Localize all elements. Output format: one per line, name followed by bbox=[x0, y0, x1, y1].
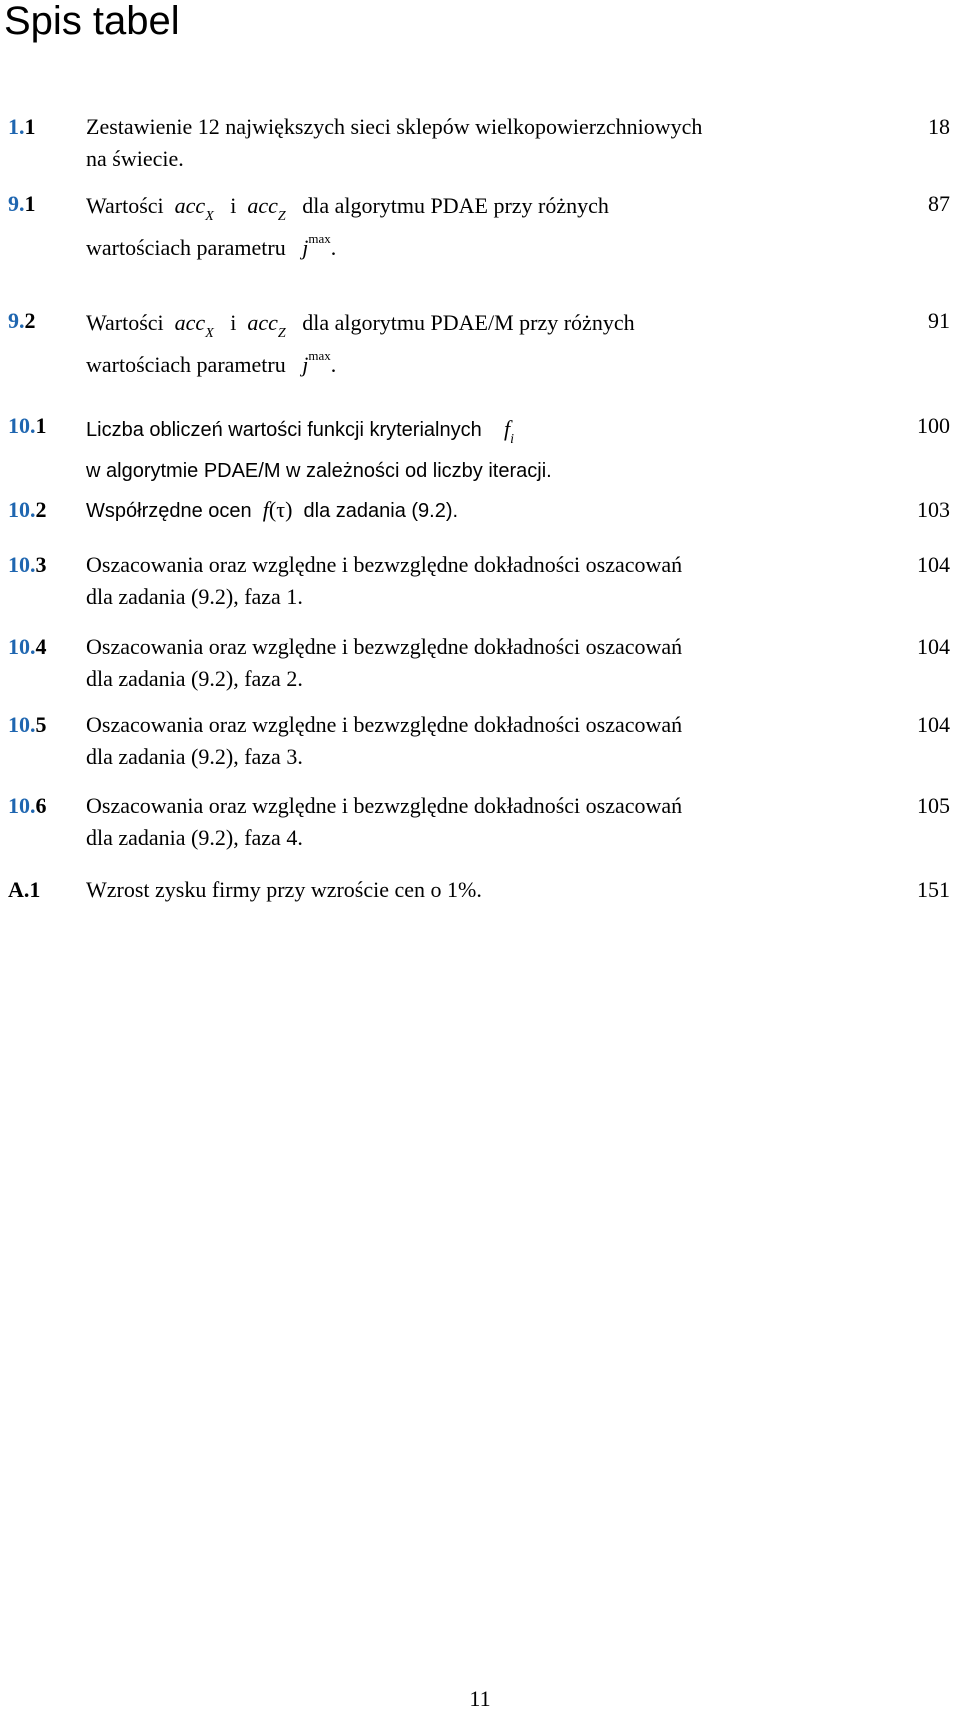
entry-caption: Oszacowania oraz względne i bezwzględne dokładności oszacowań dla zadania (9.2), faza 2. bbox=[86, 634, 683, 691]
entry-caption: Oszacowania oraz względne i bezwzględne dokładności oszacowań dla zadania (9.2), faza 1. bbox=[86, 552, 683, 609]
entry-page-number[interactable]: 104 bbox=[917, 634, 950, 659]
entry-number[interactable]: 10.5 bbox=[8, 712, 47, 737]
math-variable: j bbox=[302, 235, 309, 260]
entry-caption: Oszacowania oraz względne i bezwzględne dokładności oszacowań dla zadania (9.2), faza 3. bbox=[86, 712, 683, 769]
entry-caption: Współrzędne ocen f(τ) dla zadania (9.2). bbox=[86, 497, 459, 522]
entry-number[interactable]: A.1 bbox=[8, 877, 41, 902]
entry-page-number[interactable]: 91 bbox=[928, 308, 950, 333]
entry-page-number[interactable]: 105 bbox=[917, 793, 950, 818]
entry-page-number[interactable]: 104 bbox=[917, 552, 950, 577]
entry-page-number[interactable]: 18 bbox=[928, 114, 950, 139]
math-variable: f bbox=[503, 416, 511, 441]
math-variable: acc bbox=[174, 310, 206, 335]
entry-page-number[interactable]: 151 bbox=[917, 877, 950, 902]
math-variable: acc bbox=[247, 193, 278, 218]
math-variable: j bbox=[302, 352, 309, 377]
entry-number[interactable]: 1.1 bbox=[8, 114, 36, 139]
entry-caption: Oszacowania oraz względne i bezwzględne dokładności oszacowań dla zadania (9.2), faza 4. bbox=[86, 793, 683, 850]
math-variable: f bbox=[262, 497, 269, 522]
math-variable: acc bbox=[174, 193, 206, 218]
entry-number[interactable]: 9.2 bbox=[8, 308, 36, 333]
entry-number[interactable]: 9.1 bbox=[8, 191, 36, 216]
entry-caption: Liczba obliczeń wartości funkcji kryterialnych $f_i$ w algorytmie PDAE/M w zależności od liczby iteracji. bbox=[86, 416, 552, 482]
entry-number[interactable]: 10.6 bbox=[8, 793, 47, 818]
math-expression: (τ) bbox=[268, 497, 293, 522]
entry-number[interactable]: 10.4 bbox=[8, 634, 47, 659]
entry-number[interactable]: 10.3 bbox=[8, 552, 47, 577]
entry-caption: Wartości acc$_X$ i acc$_Z$ dla algorytmu PDAE przy różnych wartościach parametru $j^{max}$. bbox=[86, 193, 609, 260]
footer-page-number: 11 bbox=[469, 1686, 491, 1711]
entry-page-number[interactable]: 104 bbox=[917, 712, 950, 737]
entry-caption: Zestawienie 12 największych sieci sklepów wielkopowierzchniowych na świecie. bbox=[86, 114, 703, 171]
math-variable: acc bbox=[247, 310, 278, 335]
entry-caption: Wzrost zysku firmy przy wzroście cen o 1%. bbox=[86, 877, 482, 902]
entry-page-number[interactable]: 100 bbox=[917, 413, 950, 438]
entry-page-number[interactable]: 87 bbox=[928, 191, 950, 216]
page-title: Spis tabel bbox=[4, 0, 180, 43]
entry-page-number[interactable]: 103 bbox=[917, 497, 950, 522]
entry-caption: Wartości acc$_X$ i acc$_Z$ dla algorytmu PDAE/M przy różnych wartościach parametru $j^{max}$. bbox=[86, 310, 635, 377]
entry-number[interactable]: 10.2 bbox=[8, 497, 47, 522]
entry-number[interactable]: 10.1 bbox=[8, 413, 47, 438]
